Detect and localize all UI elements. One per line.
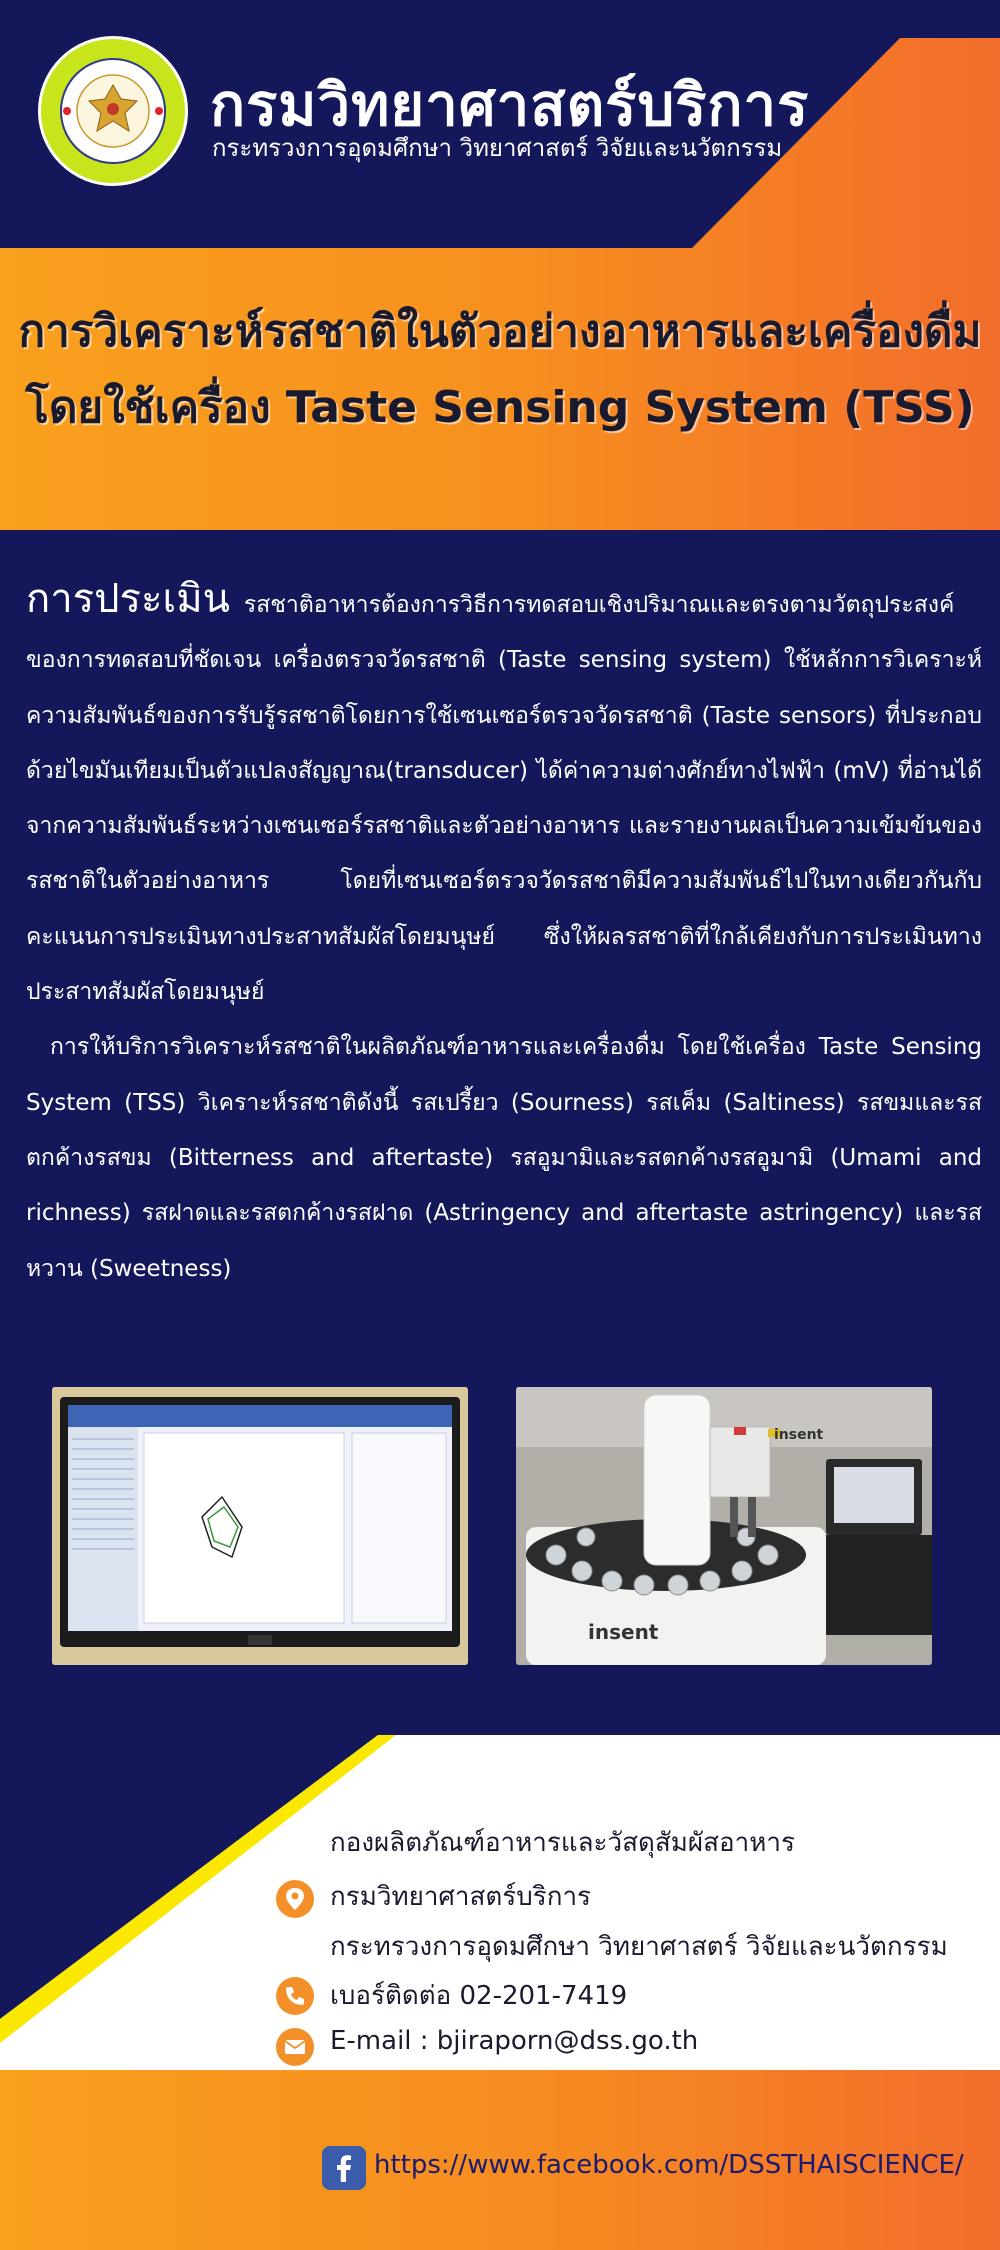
contact-ministry: กระทรวงการอุดมศึกษา วิทยาศาสตร์ วิจัยและนวัตกรรม <box>330 1932 948 1962</box>
body-paragraph-1 <box>26 572 982 1020</box>
taste-sensing-machine-photo <box>516 1387 932 1665</box>
contact-email[interactable]: E-mail : bjiraporn@dss.go.th <box>330 2026 699 2056</box>
phone-icon <box>276 1977 314 2015</box>
facebook-icon[interactable] <box>322 2146 366 2190</box>
org-ministry: กระทรวงการอุดมศึกษา วิทยาศาสตร์ วิจัยและนวัตกรรม <box>212 134 783 162</box>
lead-word: การประเมิน <box>26 576 230 622</box>
location-pin-icon <box>276 1880 314 1918</box>
contact-department: กรมวิทยาศาสตร์บริการ <box>330 1882 592 1912</box>
machine-brand-top-label: insent <box>774 1427 824 1443</box>
software-monitor-photo <box>52 1387 468 1665</box>
poster-title-line2: โดยใช้เครื่อง Taste Sensing System (TSS) <box>25 382 975 433</box>
paragraph1-text: รสชาติอาหารต้องการวิธีการทดสอบเชิงปริมาณและตรงตามวัตถุประสงค์ของการทดสอบที่ชัดเจน เครื่องตรวจวัดรสชาติ (Taste sensing system) ใช้หลักการวิเคราะห์ความสัมพันธ์ของการรับรู้รสชาติโดยการใช้เซนเซอร์ตรวจวัดรสชาติ (Taste sensors) ที่ประกอบด้วยไขมันเทียมเป็นตัวแปลงสัญญาณ(transducer) ได้ค่าความต่างศักย์ทางไฟฟ้า (mV) ที่อ่านได้จากความสัมพันธ์ระหว่างเซนเซอร์รสชาติและตัวอย่างอาหาร และรายงานผลเป็นความเข้มข้นของรสชาติในตัวอย่างอาหาร โดยที่เซนเซอร์ตรวจวัดรสชาติมีความสัมพันธ์ไปในทางเดียวกันกับคะแนนการประเมินทางประสาทสัมผัสโดยมนุษย์ ซึ่งให้ผลรสชาติที่ใกล้เคียงกับการประเมินทางประสาทสัมผัสโดยมนุษย์ <box>26 592 982 1006</box>
contact-phone: เบอร์ติดต่อ 02-201-7419 <box>330 1981 628 2011</box>
facebook-link[interactable]: https://www.facebook.com/DSSTHAISCIENCE/ <box>374 2150 964 2180</box>
body-text <box>26 572 982 1297</box>
dss-emblem-icon <box>38 36 188 186</box>
poster-title-line1: การวิเคราะห์รสชาติในตัวอย่างอาหารและเครื่องดื่ม <box>18 306 982 357</box>
email-icon <box>276 2028 314 2066</box>
contact-division: กองผลิตภัณฑ์อาหารและวัสดุสัมผัสอาหาร <box>330 1828 795 1858</box>
body-paragraph-2: การให้บริการวิเคราะห์รสชาติในผลิตภัณฑ์อาหารและเครื่องดื่ม โดยใช้เครื่อง Taste Sensing System (TSS) วิเคราะห์รสชาติดังนี้ รสเปรี้ยว (Sourness) รสเค็ม (Saltiness) รสขมและรสตกค้างรสขม (Bitterness and aftertaste) รสอูมามิและรสตกค้างรสอูมามิ (Umami and richness) รสฝาดและรสตกค้างรสฝาด (Astringency and aftertaste astringency) และรสหวาน (Sweetness) <box>26 1034 982 1282</box>
machine-brand-label: insent <box>588 1620 659 1644</box>
org-name: กรมวิทยาศาสตร์บริการ <box>210 71 810 139</box>
